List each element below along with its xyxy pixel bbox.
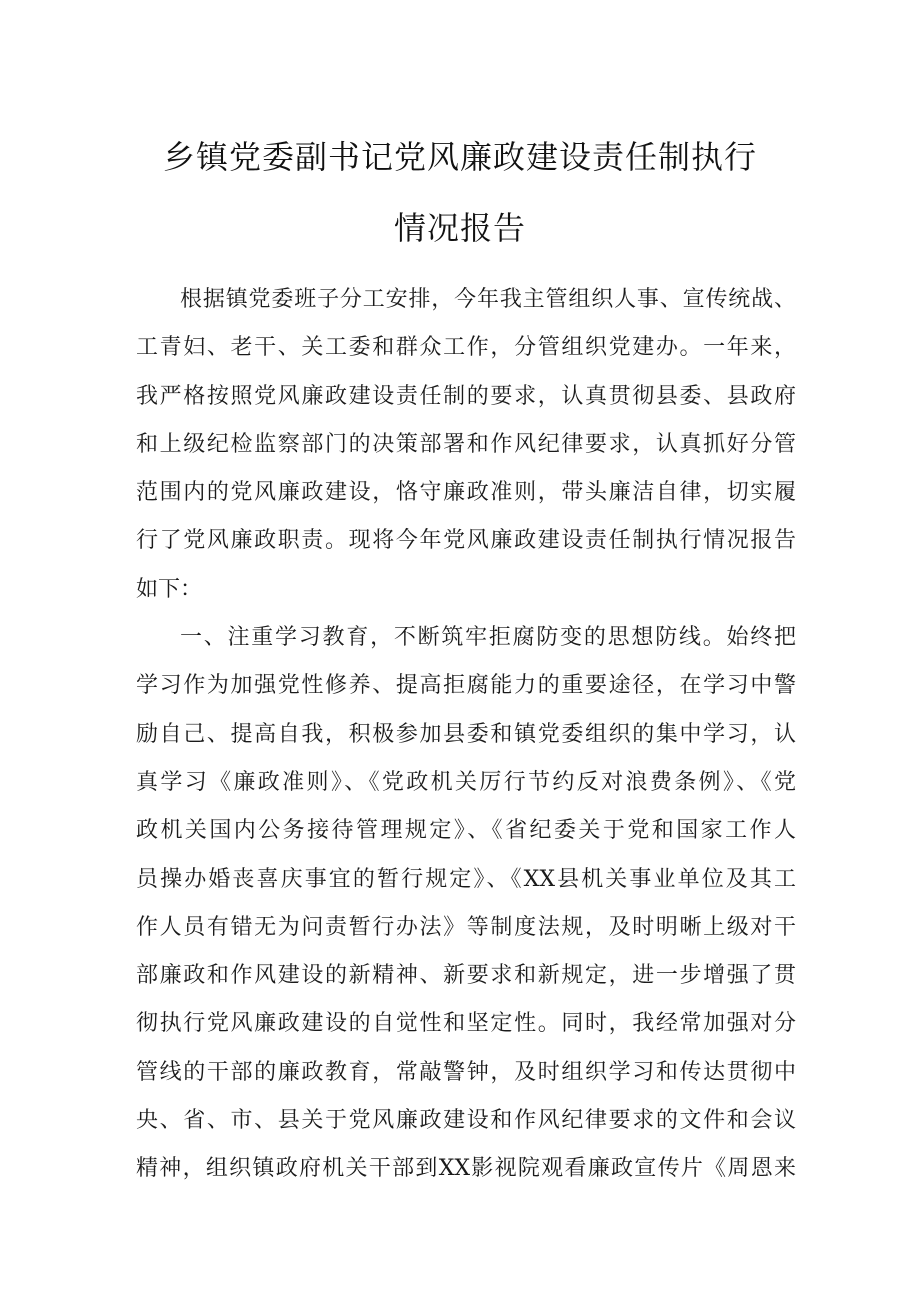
paragraph-2-line: 部廉政和作风建设的新精神、新要求和新规定，进一步增强了贯 (136, 963, 796, 989)
paragraph-1-line: 行了党风廉政职责。现将今年党风廉政建设责任制执行情况报告 (136, 528, 796, 554)
paragraph-2-line: 励自己、提高自我，积极参加县委和镇党委组织的集中学习，认 (136, 721, 796, 747)
paragraph-2-line: 管线的干部的廉政教育，常敲警钟，及时组织学习和传达贯彻中 (136, 1059, 796, 1085)
paragraph-2-line: 央、省、市、县关于党风廉政建设和作风纪律要求的文件和会议 (136, 1108, 796, 1134)
document-title-line-1: 乡镇党委副书记党风廉政建设责任制执行 (162, 138, 757, 176)
paragraph-2-line: 员操办婚丧喜庆事宜的暂行规定》、《XX县机关事业单位及其工 (136, 866, 796, 892)
paragraph-2-line: 作人员有错无为问责暂行办法》等制度法规，及时明晰上级对干 (136, 914, 796, 940)
paragraph-1-line: 和上级纪检监察部门的决策部署和作风纪律要求，认真抓好分管 (136, 431, 796, 457)
paragraph-2-line: 一、注重学习教育，不断筑牢拒腐防变的思想防线。始终把 (180, 625, 796, 651)
paragraph-1-line: 范围内的党风廉政建设，恪守廉政准则，带头廉洁自律，切实履 (136, 480, 796, 506)
paragraph-2-line: 精神，组织镇政府机关干部到XX影视院观看廉政宣传片《周恩来 (136, 1156, 796, 1182)
paragraph-1-line: 工青妇、老干、关工委和群众工作，分管组织党建办。一年来， (136, 335, 796, 361)
paragraph-2-line: 真学习《廉政准则》、《党政机关厉行节约反对浪费条例》、《党 (136, 769, 796, 795)
paragraph-1-line: 我严格按照党风廉政建设责任制的要求，认真贯彻县委、县政府 (136, 383, 796, 409)
paragraph-2-line: 学习作为加强党性修养、提高拒腐能力的重要途径，在学习中警 (136, 673, 796, 699)
document-title-line-2: 情况报告 (393, 209, 526, 247)
paragraph-2-line: 彻执行党风廉政建设的自觉性和坚定性。同时，我经常加强对分 (136, 1011, 796, 1037)
document-body (136, 276, 796, 1194)
paragraph-1-line: 如下： (136, 576, 203, 602)
paragraph-1-line: 根据镇党委班子分工安排，今年我主管组织人事、宣传统战、 (180, 287, 796, 312)
paragraph-2-line: 政机关国内公务接待管理规定》、《省纪委关于党和国家工作人 (136, 818, 796, 844)
